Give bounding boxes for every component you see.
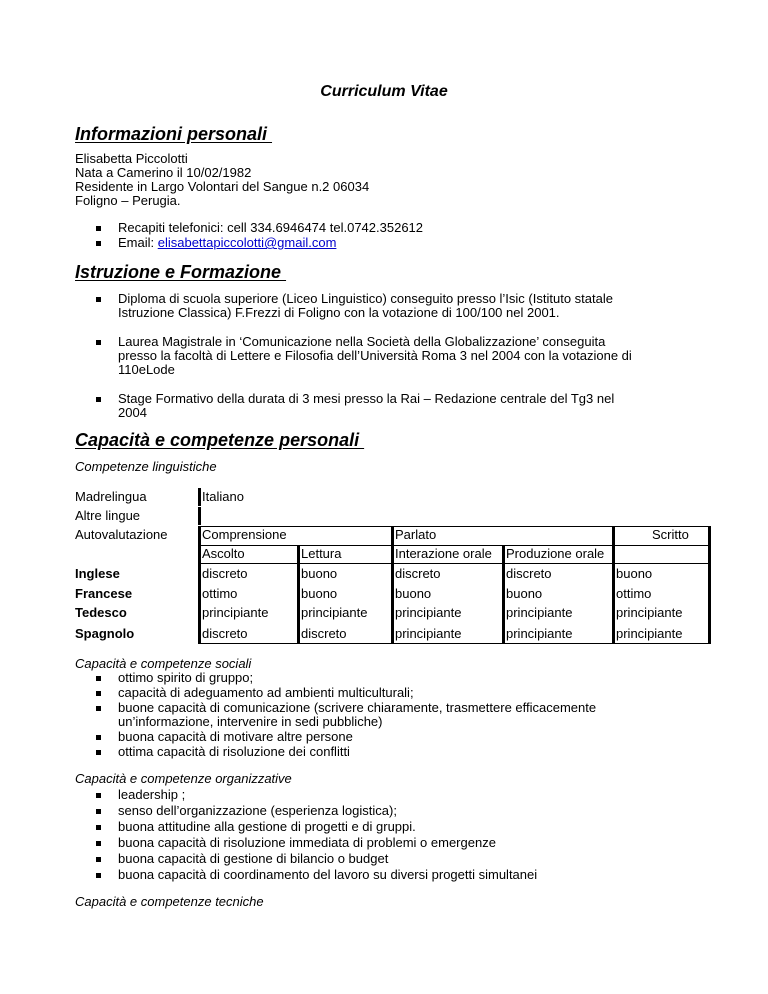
table-cell: ottimo: [202, 586, 238, 601]
bullet-icon: [96, 735, 101, 740]
list-item-text: ottimo spirito di gruppo;: [118, 670, 254, 685]
personal-address: Residente in Largo Volontari del Sangue n.2 06034: [75, 179, 370, 194]
bullet-icon: [96, 397, 101, 402]
bullet-icon: [96, 706, 101, 711]
list-item-text: un’informazione, intervenire in sedi pubbliche): [118, 714, 383, 729]
subheader-listening: Ascolto: [202, 546, 245, 561]
list-item-text: buona attitudine alla gestione di progetti e di gruppi.: [118, 819, 416, 834]
table-border: [198, 526, 201, 644]
list-item-text: buona capacità di motivare altre persone: [118, 729, 353, 744]
table-cell: principiante: [616, 605, 683, 620]
personal-birth: Nata a Camerino il 10/02/1982: [75, 165, 252, 180]
bullet-icon: [96, 676, 101, 681]
header-comprehension: Comprensione: [202, 527, 287, 542]
header-writing: Scritto: [652, 527, 689, 542]
mother-tongue-value: Italiano: [202, 489, 244, 504]
bullet-icon: [96, 825, 101, 830]
email-line: [118, 236, 336, 250]
table-cell: discreto: [395, 566, 441, 581]
bullet-icon: [96, 691, 101, 696]
bullet-icon: [96, 241, 101, 246]
personal-name: Elisabetta Piccolotti: [75, 151, 188, 166]
table-cell: discreto: [301, 626, 347, 641]
bullet-icon: [96, 793, 101, 798]
table-border: [198, 488, 201, 506]
section-heading-education: Istruzione e Formazione: [75, 262, 287, 282]
bullet-icon: [96, 857, 101, 862]
table-cell: buono: [301, 586, 338, 601]
table-cell: principiante: [395, 626, 462, 641]
list-item-text: capacità di adeguamento ad ambienti multiculturali;: [118, 685, 414, 700]
subheader-reading: Lettura: [301, 546, 342, 561]
organizational-skills-title: Capacità e competenze organizzative: [75, 771, 292, 786]
table-cell: principiante: [506, 605, 573, 620]
other-languages-label: Altre lingue: [75, 508, 141, 523]
bullet-icon: [96, 226, 101, 231]
personal-city: Foligno – Perugia.: [75, 193, 181, 208]
self-assessment-label: Autovalutazione: [75, 527, 168, 542]
table-cell: buono: [506, 586, 543, 601]
list-item-text: senso dell’organizzazione (esperienza logistica);: [118, 803, 397, 818]
education-item-2-line1: Laurea Magistrale in ‘Comunicazione nella Società della Globalizzazione’ conseguita: [118, 334, 606, 349]
language-name: Tedesco: [75, 605, 127, 620]
bullet-icon: [96, 750, 101, 755]
table-border: [612, 526, 615, 644]
subheader-spoken-production: Produzione orale: [506, 546, 605, 561]
document-title: Curriculum Vitae: [320, 83, 448, 100]
table-cell: discreto: [202, 566, 248, 581]
table-border: [198, 643, 711, 644]
education-item-2-line3: 110eLode: [118, 362, 175, 377]
table-cell: principiante: [506, 626, 573, 641]
table-cell: buono: [616, 566, 653, 581]
list-item-text: ottima capacità di risoluzione dei conflitti: [118, 744, 350, 759]
table-cell: discreto: [506, 566, 552, 581]
technical-skills-title: Capacità e competenze tecniche: [75, 894, 264, 909]
education-item-1-line2: Istruzione Classica) F.Frezzi di Foligno con la votazione di 100/100 nel 2001.: [118, 305, 560, 320]
education-item-3-line2: 2004: [118, 405, 147, 420]
language-name: Francese: [75, 586, 133, 601]
list-item-text: buona capacità di coordinamento del lavoro su diversi progetti simultanei: [118, 867, 538, 882]
bullet-icon: [96, 841, 101, 846]
header-speaking: Parlato: [395, 527, 437, 542]
table-cell: buono: [301, 566, 338, 581]
language-name: Inglese: [75, 566, 120, 581]
table-cell: principiante: [395, 605, 462, 620]
list-item-text: buona capacità di risoluzione immediata di problemi o emergenze: [118, 835, 496, 850]
list-item-text: leadership ;: [118, 787, 186, 802]
list-item-text: buona capacità di gestione di bilancio o budget: [118, 851, 389, 866]
table-cell: principiante: [202, 605, 269, 620]
table-border: [708, 526, 711, 644]
language-name: Spagnolo: [75, 626, 135, 641]
table-cell: ottimo: [616, 586, 652, 601]
list-item-text: buone capacità di comunicazione (scrivere chiaramente, trasmettere efficacemente: [118, 700, 597, 715]
table-border: [391, 526, 394, 644]
section-heading-personal: Informazioni personali: [75, 124, 273, 144]
table-border: [502, 545, 505, 644]
education-item-1-line1: Diploma di scuola superiore (Liceo Linguistico) conseguito presso l’Isic (Istituto statale: [118, 291, 613, 306]
phone-text: Recapiti telefonici: cell 334.6946474 tel.0742.352612: [118, 220, 424, 235]
bullet-icon: [96, 297, 101, 302]
table-border: [297, 545, 300, 644]
table-cell: principiante: [301, 605, 368, 620]
table-cell: buono: [395, 586, 432, 601]
table-cell: discreto: [202, 626, 248, 641]
bullet-icon: [96, 340, 101, 345]
education-item-3-line1: Stage Formativo della durata di 3 mesi presso la Rai – Redazione centrale del Tg3 nel: [118, 391, 615, 406]
education-item-2-line2: presso la facoltà di Lettere e Filosofia dell’Università Roma 3 nel 2004 con la votazione di: [118, 348, 632, 363]
section-heading-skills: Capacità e competenze personali: [75, 430, 365, 450]
linguistic-skills-title: Competenze linguistiche: [75, 459, 217, 474]
social-skills-title: Capacità e competenze sociali: [75, 656, 252, 671]
table-border: [198, 507, 201, 525]
bullet-icon: [96, 809, 101, 814]
mother-tongue-label: Madrelingua: [75, 489, 147, 504]
email-label: Email:: [118, 235, 158, 250]
email-link[interactable]: elisabettapiccolotti@gmail.com: [157, 235, 337, 250]
table-cell: principiante: [616, 626, 683, 641]
table-border: [198, 563, 711, 564]
bullet-icon: [96, 873, 101, 878]
subheader-spoken-interaction: Interazione orale: [395, 546, 492, 561]
